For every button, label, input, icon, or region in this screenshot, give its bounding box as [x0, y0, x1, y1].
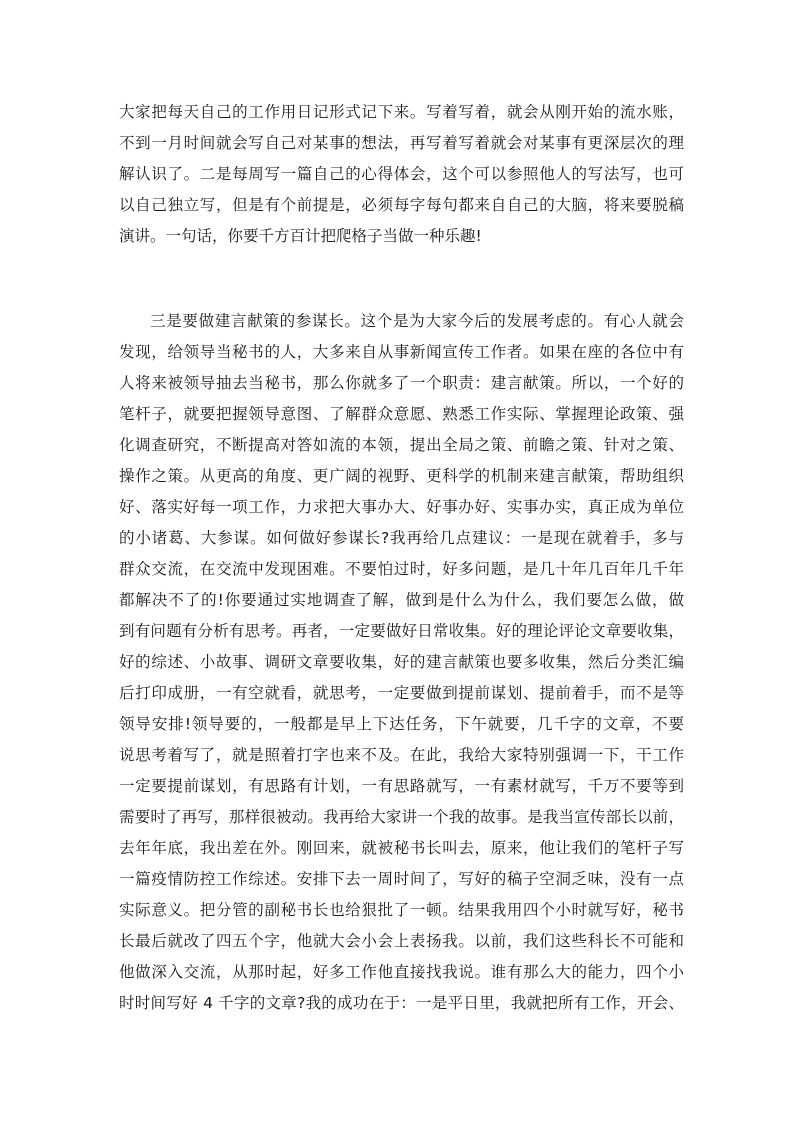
text-line: 说思考着写了，就是照着打字也来不及。在此，我给大家特别强调一下，干工作 [119, 746, 684, 764]
text-line: 时时间写好 4 千字的文章?我的成功在于：一是平日里，我就把所有工作，开会、 [119, 994, 684, 1012]
text-line: 长最后就改了四五个字，他就大会小会上表扬我。以前，我们这些科长不可能和 [119, 932, 684, 950]
text-line: 一定要提前谋划，有思路有计划，一有思路就写，一有素材就写，千万不要等到 [119, 777, 684, 795]
text-line: 化调查研究，不断提高对答如流的本领，提出全局之策、前瞻之策、针对之策、 [119, 436, 684, 454]
text-line: 一篇疫情防控工作综述。安排下去一周时间了，写好的稿子空洞乏味，没有一点 [119, 870, 684, 888]
text-line: 三是要做建言献策的参谋长。这个是为大家今后的发展考虑的。有心人就会 [150, 312, 684, 330]
text-line: 人将来被领导抽去当秘书，那么你就多了一个职责：建言献策。所以，一个好的 [119, 374, 684, 392]
text-line: 实际意义。把分管的副秘书长也给狠批了一顿。结果我用四个小时就写好，秘书 [119, 901, 684, 919]
text-line: 领导安排!领导要的，一般都是早上下达任务，下午就要，几千字的文章，不要 [119, 715, 684, 733]
text-line: 都解决不了的!你要通过实地调查了解，做到是什么为什么，我们要怎么做，做 [119, 591, 684, 609]
text-line: 他做深入交流，从那时起，好多工作他直接找我说。谁有那么大的能力，四个小 [119, 963, 684, 981]
text-line: 不到一月时间就会写自己对某事的想法，再写着写着就会对某事有更深层次的理 [119, 134, 684, 152]
text-line: 后打印成册，一有空就看，就思考，一定要做到提前谋划、提前着手，而不是等 [119, 684, 684, 702]
text-line: 演讲。一句话，你要千方百计把爬格子当做一种乐趣! [119, 227, 482, 245]
text-line: 需要时了再写，那样很被动。我再给大家讲一个我的故事。是我当宣传部长以前， [119, 808, 684, 826]
text-line: 笔杆子，就要把握领导意图、了解群众意愿、熟悉工作实际、掌握理论政策、强 [119, 405, 684, 423]
text-line: 好的综述、小故事、调研文章要收集，好的建言献策也要多收集，然后分类汇编 [119, 653, 684, 671]
text-line: 大家把每天自己的工作用日记形式记下来。写着写着，就会从刚开始的流水账， [119, 103, 684, 121]
text-line: 发现，给领导当秘书的人，大多来自从事新闻宣传工作者。如果在座的各位中有 [119, 343, 684, 361]
text-line: 以自己独立写，但是有个前提是，必须每字每句都来自自己的大脑，将来要脱稿 [119, 196, 684, 214]
text-line: 去年年底，我出差在外。刚回来，就被秘书长叫去，原来，他让我们的笔杆子写 [119, 839, 684, 857]
text-line: 好、落实好每一项工作，力求把大事办大、好事办好、实事办实，真正成为单位 [119, 498, 684, 516]
text-line: 的小诸葛、大参谋。如何做好参谋长?我再给几点建议：一是现在就着手，多与 [119, 529, 684, 547]
text-line: 群众交流，在交流中发现困难。不要怕过时，好多问题，是几十年几百年几千年 [119, 560, 684, 578]
text-line: 解认识了。二是每周写一篇自己的心得体会，这个可以参照他人的写法写，也可 [119, 165, 684, 183]
text-line: 操作之策。从更高的角度、更广阔的视野、更科学的机制来建言献策，帮助组织 [119, 467, 684, 485]
text-line: 到有问题有分析有思考。再者，一定要做好日常收集。好的理论评论文章要收集， [119, 622, 684, 640]
